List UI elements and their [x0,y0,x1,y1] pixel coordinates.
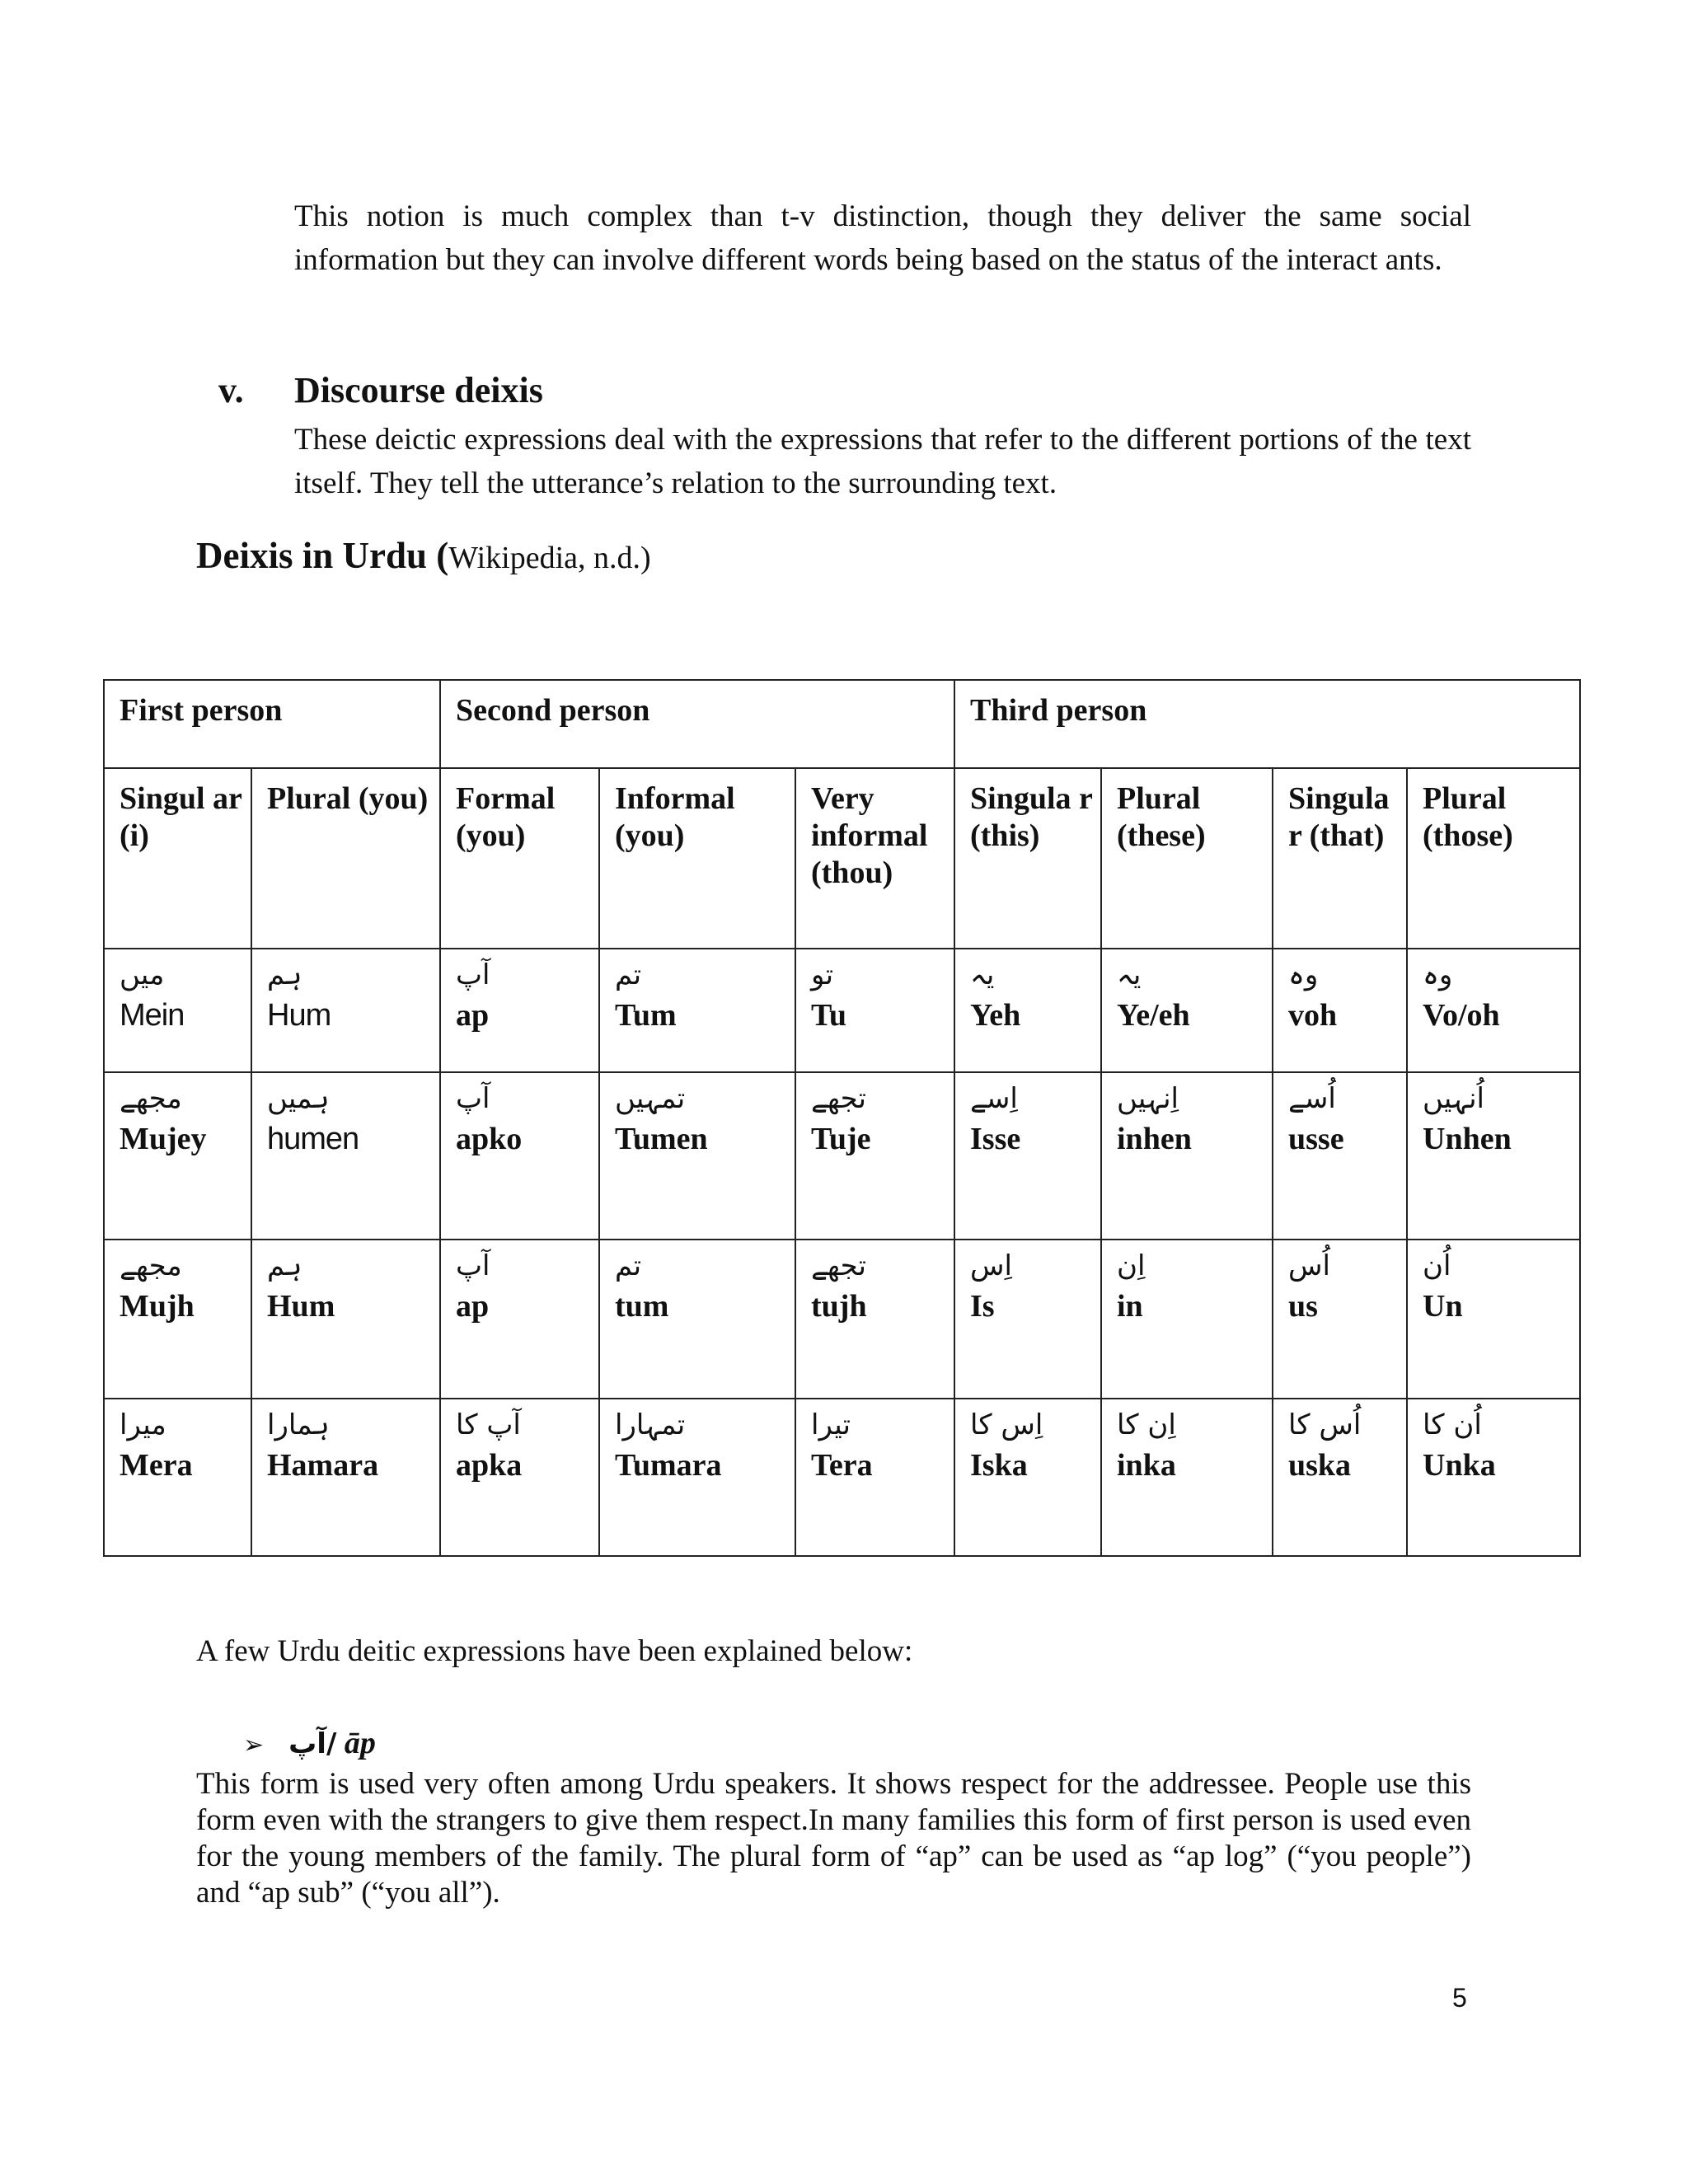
table-cell [251,949,440,1073]
table-cell [1407,1072,1580,1240]
urdu-word: اُن [1423,1249,1451,1283]
deixis-heading [196,534,651,577]
table-cell [1273,1072,1407,1240]
subheader-cell: Plural (you) [251,768,440,949]
urdu-word: یہ [970,958,995,991]
roman-word: Tumara [615,1448,722,1483]
urdu-word: ہمارا [267,1408,330,1442]
roman-word: apka [456,1448,523,1483]
table-cell [1101,1240,1273,1399]
subheader-cell: Informal (you) [599,768,795,949]
roman-word: Ye/eh [1117,997,1190,1033]
urdu-word: مجھے [120,1249,182,1283]
roman-word: Tumen [615,1122,708,1157]
roman-word: Tuje [811,1122,871,1157]
urdu-word: تمہیں [615,1082,686,1116]
table-cell [954,1399,1101,1556]
roman-word: Vo/oh [1423,997,1500,1033]
urdu-word: وہ [1423,958,1453,991]
table-cell [1407,1240,1580,1399]
table-cell [440,1072,599,1240]
subheader-cell: Formal (you) [440,768,599,949]
subheader-cell: Singula r (that) [1273,768,1407,949]
table-cell [440,949,599,1073]
urdu-word: آپ [456,1082,490,1116]
urdu-word: مجھے [120,1082,182,1116]
deixis-table-container [103,679,1579,1557]
group-third-person: Third person [954,680,1580,768]
urdu-word: اُسے [1288,1082,1336,1116]
roman-word: Yeh [970,997,1021,1033]
section-title: Discourse deixis [294,370,543,410]
table-cell [795,1399,954,1556]
table-cell [251,1072,440,1240]
group-first-person: First person [104,680,440,768]
roman-word: ap [456,1289,490,1324]
roman-word: voh [1288,997,1338,1033]
group-second-person: Second person [440,680,954,768]
roman-word: ap [456,997,490,1033]
subheader-cell: Singul ar (i) [104,768,251,949]
ap-paragraph: This form is used very often among Urdu speakers. It shows respect for the addressee. People use this form even with the strangers to give them respect.In many families this form of first person is used even for the young members of the family. The plural form of “ap” can be used as “ap log” (“you people”) and “ap sub” (“you all”). [196,1767,1471,1910]
table-cell [954,1072,1101,1240]
urdu-word: اُنہیں [1423,1082,1484,1116]
roman-word: Unhen [1423,1122,1512,1157]
table-cell [1273,1399,1407,1556]
table-cell [599,949,795,1073]
page-number: 5 [1452,1983,1467,2013]
section-number: v. [218,370,244,410]
roman-word: inka [1117,1448,1176,1483]
table-cell [1101,1072,1273,1240]
roman-word: Iska [970,1448,1028,1483]
roman-word: Mujey [120,1122,207,1157]
table-cell [1407,949,1580,1073]
urdu-word: اِس کا [970,1408,1043,1442]
table-cell [1273,949,1407,1073]
roman-word: inhen [1117,1122,1192,1157]
intro-paragraph: This notion is much complex than t-v distinction, though they deliver the same social information but they can involve different words being based on the status of the interact ants. [294,199,1471,277]
roman-word: Hum [267,997,331,1033]
urdu-word: یہ [1117,958,1142,991]
ap-urdu: آپ/ [288,1727,337,1760]
urdu-word: ہمیں [267,1082,330,1116]
urdu-word: اِسے [970,1082,1018,1116]
table-cell [599,1072,795,1240]
roman-word: Tu [811,997,846,1033]
table-cell [599,1399,795,1556]
table-cell [104,1072,251,1240]
table-cell [440,1240,599,1399]
urdu-word: آپ [456,1249,490,1283]
ap-transliteration: āp [336,1726,376,1760]
roman-word: tum [615,1289,669,1324]
roman-word: Isse [970,1122,1021,1157]
roman-word: Tum [615,997,677,1033]
table-cell [954,949,1101,1073]
urdu-word: وہ [1288,958,1319,991]
table-cell [251,1240,440,1399]
urdu-word: ہم [267,1249,302,1283]
urdu-word: اُس [1288,1249,1330,1283]
subheader-cell: Singula r (this) [954,768,1101,949]
roman-word: us [1288,1289,1318,1324]
urdu-word: اِنہیں [1117,1082,1179,1116]
roman-word: Mujh [120,1289,195,1324]
table-cell [795,1072,954,1240]
roman-word: Hamara [267,1448,379,1483]
urdu-word: آپ کا [456,1408,521,1442]
urdu-word: اُن کا [1423,1408,1482,1442]
table-cell [251,1399,440,1556]
urdu-word: تیرا [811,1408,851,1442]
deixis-heading-title: Deixis in Urdu ( [196,535,449,576]
roman-word: uska [1288,1448,1352,1483]
deixis-heading-citation: Wikipedia, n.d.) [448,541,651,575]
roman-word: apko [456,1122,523,1157]
subheader-cell: Plural (those) [1407,768,1580,949]
table-cell [1407,1399,1580,1556]
roman-word: Hum [267,1289,335,1324]
urdu-word: تمہارا [615,1408,686,1442]
table-cell [795,1240,954,1399]
roman-word: Mera [120,1448,193,1483]
table-cell [104,1399,251,1556]
urdu-word: اِن [1117,1249,1146,1283]
roman-word: in [1117,1289,1143,1324]
arrow-bullet-icon: ➢ [243,1731,265,1760]
table-cell [104,1240,251,1399]
group-header-row [104,680,1580,768]
urdu-word: میرا [120,1408,166,1442]
table-cell [954,1240,1101,1399]
roman-word: Tera [811,1448,873,1483]
subheader-cell: Plural (these) [1101,768,1273,949]
deixis-table [103,679,1581,1557]
roman-word: Un [1423,1289,1463,1324]
urdu-word: آپ [456,958,490,991]
urdu-word: اِن کا [1117,1408,1176,1442]
urdu-word: تو [811,958,834,991]
urdu-word: تم [615,1249,642,1283]
roman-word: Unka [1423,1448,1496,1483]
table-row [104,949,1580,1073]
section-body: These deictic expressions deal with the expressions that refer to the different portions of the text itself. They tell the utterance’s relation to the surrounding text. [294,423,1471,500]
urdu-word: اِس [970,1249,1012,1283]
urdu-word: تم [615,958,642,991]
table-cell [1273,1240,1407,1399]
table-cell [599,1240,795,1399]
urdu-word: ہم [267,958,302,991]
roman-word: Is [970,1289,995,1324]
urdu-word: تجھے [811,1249,867,1283]
roman-word: humen [267,1122,359,1157]
roman-word: tujh [811,1289,867,1324]
roman-word: Mein [120,997,185,1033]
table-cell [1101,1399,1273,1556]
urdu-word: اُس کا [1288,1408,1362,1442]
table-cell [795,949,954,1073]
subheader-row [104,768,1580,949]
roman-word: usse [1288,1122,1344,1157]
table-cell [1101,949,1273,1073]
table-cell [104,949,251,1073]
table-cell [440,1399,599,1556]
urdu-word: میں [120,958,165,991]
few-expressions-text: A few Urdu deitic expressions have been explained below: [196,1634,913,1668]
table-row [104,1399,1580,1556]
table-row [104,1240,1580,1399]
table-row [104,1072,1580,1240]
subheader-cell: Very informal (thou) [795,768,954,949]
ap-list-item [243,1725,376,1761]
urdu-word: تجھے [811,1082,867,1116]
